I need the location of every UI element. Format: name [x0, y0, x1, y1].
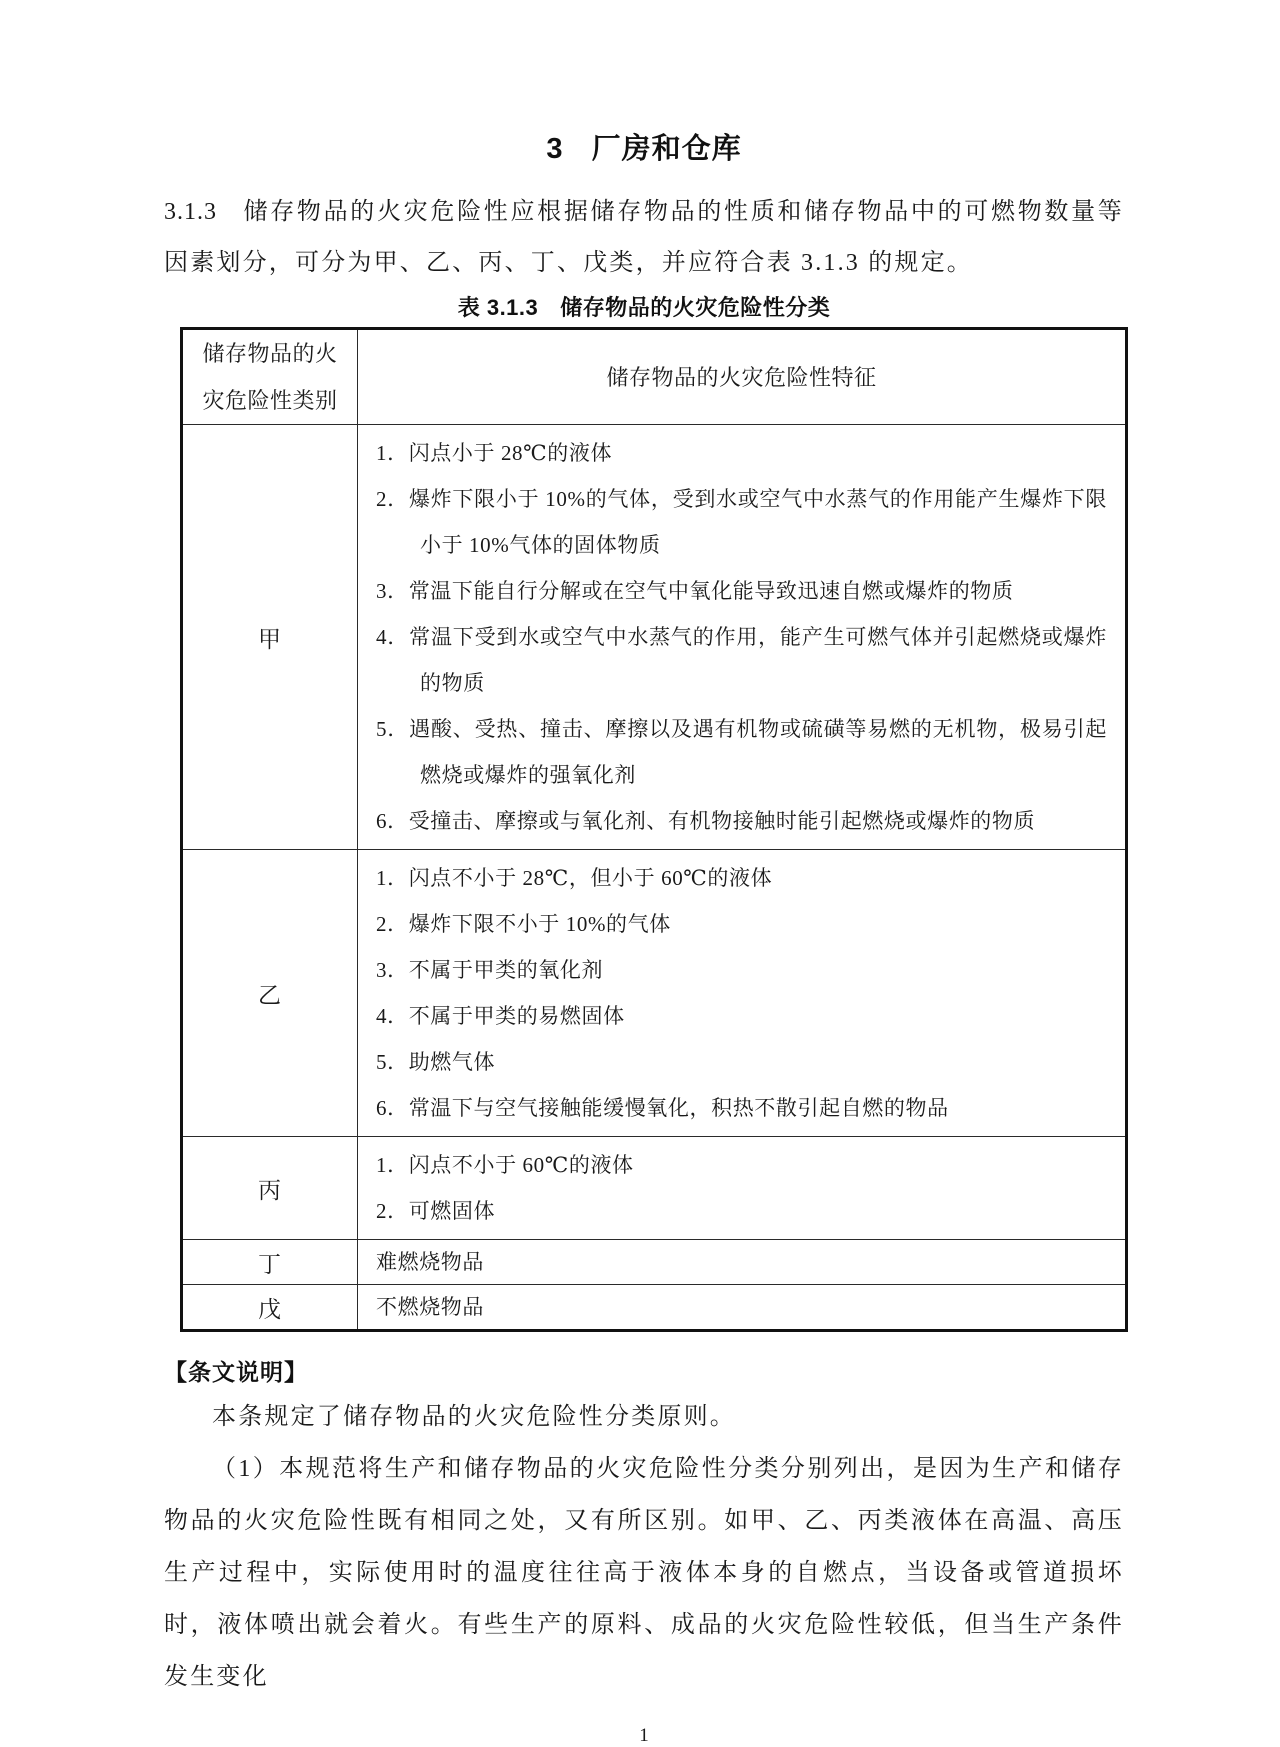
table-caption-title: 储存物品的火灾危险性分类	[560, 295, 831, 320]
category-cell-wu: 戊	[182, 1285, 358, 1331]
feature-cell-wu	[358, 1285, 1127, 1331]
feature-item: 不燃烧物品	[376, 1295, 484, 1319]
category-cell-yi: 乙	[182, 850, 358, 1137]
feature-cell-bing	[358, 1137, 1127, 1240]
table-row-ding	[182, 1240, 1127, 1285]
feature-item: 4．常温下受到水或空气中水蒸气的作用，能产生可燃气体并引起燃烧或爆炸的物质	[376, 625, 1107, 695]
table-header-row	[182, 329, 1127, 425]
feature-item: 2．爆炸下限小于 10%的气体，受到水或空气中水蒸气的作用能产生爆炸下限小于 10%气体的固体物质	[376, 487, 1107, 557]
explanation-paragraph-1: 本条规定了储存物品的火灾危险性分类原则。	[212, 1404, 736, 1430]
chapter-name: 厂房和仓库	[591, 133, 742, 165]
category-cell-ding: 丁	[182, 1240, 358, 1285]
table-caption	[164, 291, 1124, 322]
feature-item: 5．遇酸、受热、撞击、摩擦以及遇有机物或硫磺等易燃的无机物，极易引起燃烧或爆炸的强氧化剂	[376, 717, 1107, 787]
feature-item: 6．常温下与空气接触能缓慢氧化，积热不散引起自燃的物品	[376, 1096, 949, 1120]
table-caption-label: 表 3.1.3	[457, 295, 539, 320]
explanation-label: 【条文说明】	[164, 1359, 308, 1385]
category-cell-jia: 甲	[182, 425, 358, 850]
feature-item: 3．常温下能自行分解或在空气中氧化能导致迅速自燃或爆炸的物质	[376, 579, 1014, 603]
clause-text: 储存物品的火灾危险性应根据储存物品的性质和储存物品中的可燃物数量等因素划分，可分为甲、乙、丙、丁、戊类，并应符合表 3.1.3 的规定。	[164, 199, 1124, 276]
feature-item: 难燃烧物品	[376, 1250, 484, 1274]
page-number: 1	[639, 1725, 649, 1746]
table-row-bing	[182, 1137, 1127, 1240]
chapter-number: 3	[546, 133, 564, 165]
feature-cell-ding	[358, 1240, 1127, 1285]
feature-item: 4．不属于甲类的易燃固体	[376, 1004, 625, 1028]
header-category: 储存物品的火灾危险性类别	[182, 329, 358, 425]
category-cell-bing: 丙	[182, 1137, 358, 1240]
page-title	[164, 0, 1124, 167]
feature-item: 2．爆炸下限不小于 10%的气体	[376, 912, 671, 936]
feature-item: 1．闪点不小于 28℃，但小于 60℃的液体	[376, 866, 773, 890]
table-row-wu	[182, 1285, 1127, 1331]
table-row-yi	[182, 850, 1127, 1137]
feature-item: 1．闪点小于 28℃的液体	[376, 441, 613, 465]
feature-cell-yi	[358, 850, 1127, 1137]
header-feature: 储存物品的火灾危险性特征	[358, 329, 1127, 425]
feature-item: 1．闪点不小于 60℃的液体	[376, 1153, 634, 1177]
feature-cell-jia	[358, 425, 1127, 850]
feature-item: 6．受撞击、摩擦或与氧化剂、有机物接触时能引起燃烧或爆炸的物质	[376, 809, 1036, 833]
feature-item: 3．不属于甲类的氧化剂	[376, 958, 604, 982]
clause-paragraph	[164, 187, 1124, 289]
fire-hazard-classification-table	[180, 327, 1128, 1332]
explanation-paragraph-2: （1）本规范将生产和储存物品的火灾危险性分类分别列出，是因为生产和储存物品的火灾危险性既有相同之处，又有所区别。如甲、乙、丙类液体在高温、高压生产过程中，实际使用时的温度往往高于液体本身的自燃点，当设备或管道损坏时，液体喷出就会着火。有些生产的原料、成品的火灾危险性较低，但当生产条件发生变化	[164, 1456, 1124, 1690]
clause-number: 3.1.3	[164, 199, 217, 225]
feature-item: 5．助燃气体	[376, 1050, 496, 1074]
feature-item: 2．可燃固体	[376, 1199, 496, 1223]
table-row-jia	[182, 425, 1127, 850]
